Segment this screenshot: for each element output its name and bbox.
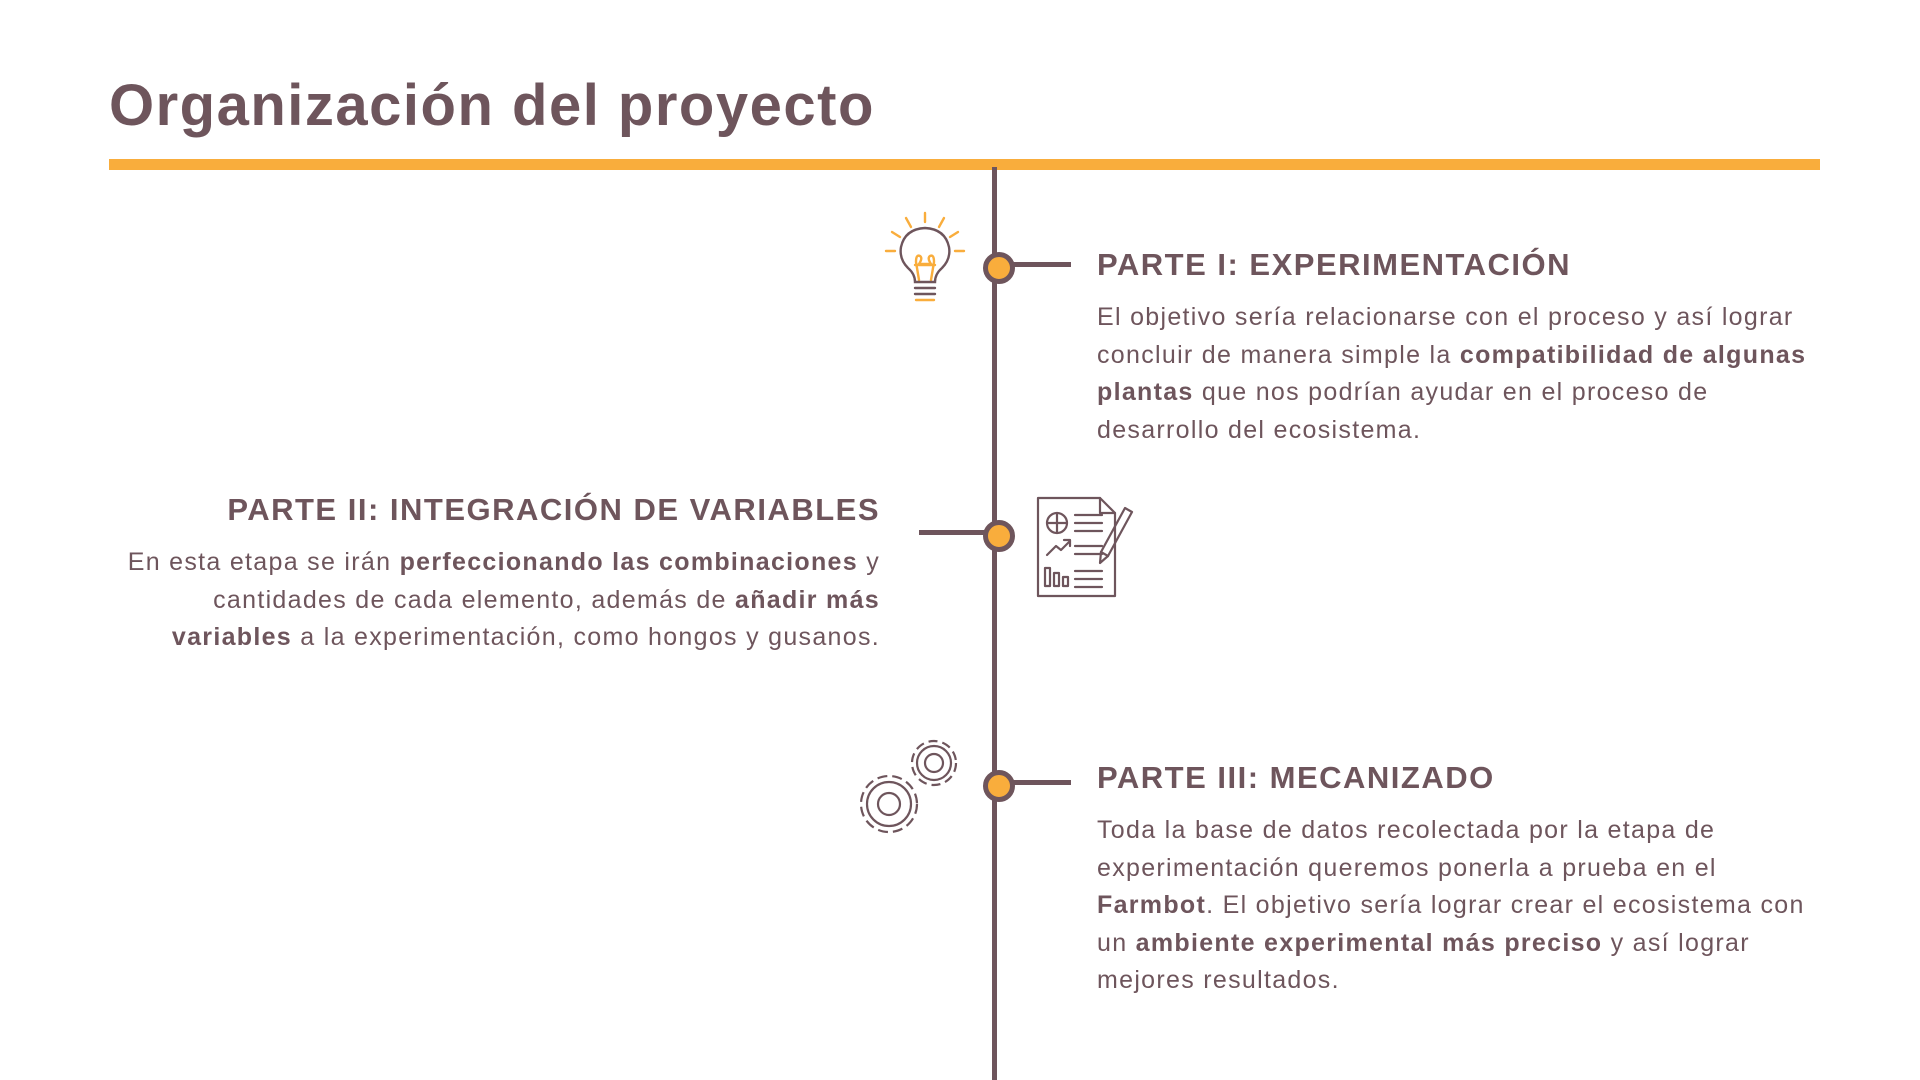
emphasis-text: ambiente experimental más preciso [1135,928,1603,957]
heading-part-1: PARTE I: EXPERIMENTACIÓN [1097,247,1572,282]
body-part-1 [1097,299,1832,449]
emphasis-text: compatibilidad de algunas plantas [1097,340,1807,406]
emphasis-text: Farmbot [1097,891,1207,919]
body-text: En esta etapa se irán [127,548,400,576]
timeline-line [992,167,997,1080]
heading-part-2: PARTE II: INTEGRACIÓN DE VARIABLES [227,492,880,527]
body-text: y cantidades de cada elemento, además de [213,548,880,614]
body-text: que nos podrían ayudar en el proceso de desarrollo del ecosistema. [1097,378,1709,444]
timeline-connector-1 [1010,262,1071,267]
body-part-3 [1097,812,1832,1000]
page-title: Organización del proyecto [109,73,875,138]
timeline-connector-2 [919,530,985,535]
body-part-2 [90,544,880,657]
report-document-icon [1030,493,1140,603]
body-text: Toda la base de datos recolectada por la etapa de experimentación queremos ponerla a prueba en el [1097,816,1717,882]
timeline-node-3 [983,770,1015,802]
timeline-node-1 [983,252,1015,284]
body-text: . El objetivo sería lograr crear el ecosistema con un [1097,891,1805,957]
timeline-node-2 [983,520,1015,552]
timeline-connector-3 [1010,780,1071,785]
heading-part-3: PARTE III: MECANIZADO [1097,760,1495,795]
title-underline [109,159,1820,170]
body-text: a la experimentación, como hongos y gusanos. [292,623,880,651]
emphasis-text: añadir más variables [171,585,880,651]
lightbulb-icon [875,210,975,315]
body-text: y así lograr mejores resultados. [1097,928,1750,994]
emphasis-text: perfeccionando las combinaciones [399,548,858,576]
gears-icon [852,732,977,842]
body-text: El objetivo sería relacionarse con el proceso y así lograr concluir de manera simple la [1097,303,1794,369]
